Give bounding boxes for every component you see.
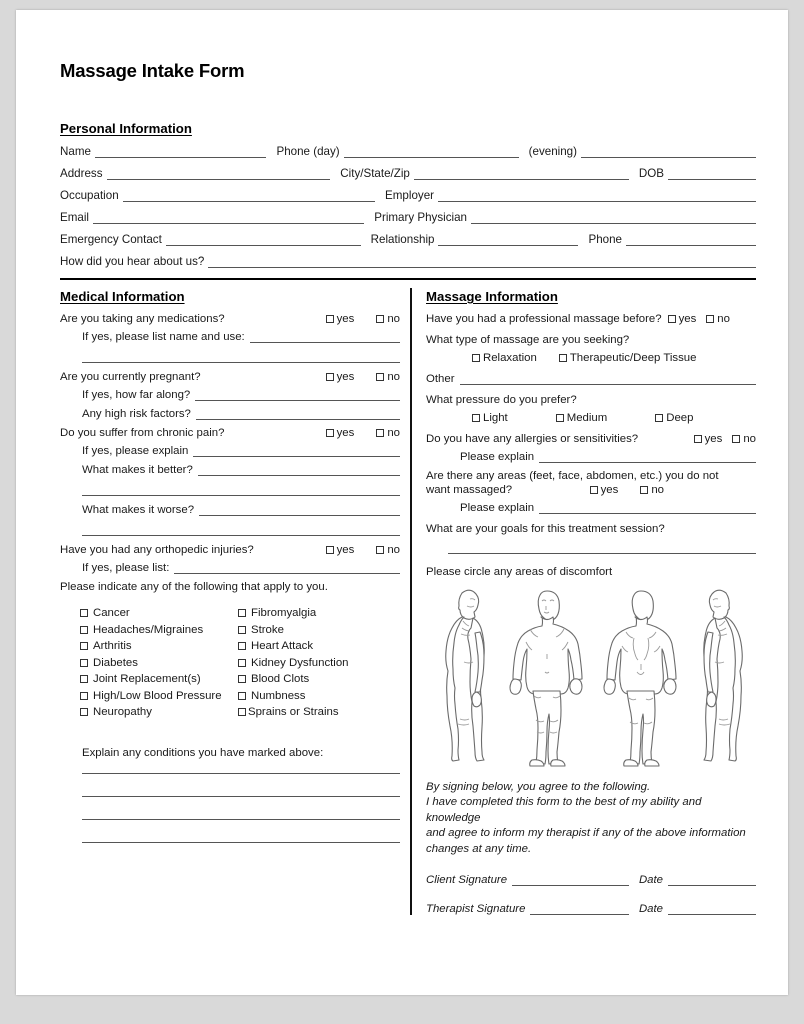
address-input[interactable] [107, 168, 331, 180]
condition-label: Stroke [251, 623, 284, 636]
checkbox-icon [80, 609, 88, 617]
personal-information-section [60, 120, 756, 280]
question-chronic-pain [60, 427, 400, 439]
primary-physician-input[interactable] [471, 212, 756, 224]
question-pregnant [60, 371, 400, 383]
chronic-pain-yes-checkbox[interactable] [326, 427, 355, 439]
agreement-text [426, 780, 756, 857]
goals-input-line[interactable] [448, 553, 756, 554]
form-page [16, 10, 788, 995]
phone-evening-input[interactable] [581, 146, 756, 158]
body-figure-back-icon[interactable] [598, 584, 684, 774]
orthopedic-yes-checkbox[interactable] [326, 544, 355, 556]
makes-better-input[interactable] [198, 464, 400, 476]
checkbox-icon [238, 659, 246, 667]
field-row-how-hear [60, 255, 756, 268]
massage-type-relaxation-checkbox[interactable] [472, 352, 537, 364]
agreement-line-2: I have completed this form to the best of my ability and knowledge [426, 796, 702, 824]
checkbox-icon [559, 354, 567, 362]
medications-no-checkbox[interactable] [376, 313, 400, 325]
page-title: Massage Intake Form [60, 60, 245, 81]
emergency-phone-input[interactable] [626, 234, 756, 246]
primary-physician-label: Primary Physician [374, 211, 467, 224]
makes-worse-label: What makes it worse? [82, 504, 195, 516]
name-label: Name [60, 145, 91, 158]
therapist-signature-row [426, 903, 756, 915]
avoid-areas-yes-checkbox[interactable] [590, 484, 619, 496]
avoid-areas-explain-row [426, 502, 756, 514]
condition-label: Fibromyalgia [251, 607, 317, 619]
condition-label: Diabetes [93, 656, 138, 669]
checkbox-icon [640, 486, 648, 494]
body-figure-front-icon[interactable] [504, 584, 590, 774]
explain-conditions-line-2[interactable] [82, 796, 400, 797]
field-row-name [60, 145, 756, 158]
massage-information-section [424, 288, 756, 915]
personal-information-heading: Personal Information [60, 121, 192, 136]
address-label: Address [60, 167, 103, 180]
emergency-phone-label: Phone [588, 233, 622, 246]
pregnant-label: Are you currently pregnant? [60, 371, 201, 383]
pregnant-no-label: no [387, 371, 400, 383]
makes-better-input-line2[interactable] [82, 483, 400, 496]
email-input[interactable] [93, 212, 364, 224]
dob-label: DOB [638, 167, 664, 180]
condition-fibromyalgia[interactable] [238, 607, 349, 619]
checkbox-icon [376, 373, 384, 381]
orthopedic-yes-label: yes [336, 544, 355, 556]
pregnant-how-far-row [60, 389, 400, 401]
medical-information-heading: Medical Information [60, 289, 185, 304]
explain-conditions-line-4[interactable] [82, 842, 400, 843]
relationship-label: Relationship [370, 233, 435, 246]
diagram-instruction: Please circle any areas of discomfort [426, 566, 613, 578]
allergies-yes-checkbox[interactable] [694, 433, 723, 445]
pregnant-no-checkbox[interactable] [376, 371, 400, 383]
how-hear-input[interactable] [208, 256, 756, 268]
relationship-input[interactable] [438, 234, 578, 246]
massage-type-option-label: Therapeutic/Deep Tissue [569, 352, 697, 364]
checkbox-icon [472, 354, 480, 362]
massage-information-heading: Massage Information [426, 289, 558, 304]
client-signature-label: Client Signature [426, 873, 508, 886]
client-date-label: Date [638, 873, 663, 886]
condition-label: Neuropathy [93, 706, 152, 718]
orthopedic-list-row [60, 562, 400, 574]
medications-list-label: If yes, please list name and use: [82, 331, 245, 343]
dob-input[interactable] [668, 168, 756, 180]
checkbox-icon [238, 675, 246, 683]
field-row-address [60, 167, 756, 180]
checkbox-icon [238, 609, 246, 617]
massage-type-option-label: Relaxation [483, 352, 537, 364]
previous-massage-no-checkbox[interactable] [706, 313, 730, 325]
therapist-signature-label: Therapist Signature [426, 902, 526, 915]
orthopedic-list-input[interactable] [174, 562, 400, 574]
checkbox-icon [326, 373, 334, 381]
checkbox-icon [376, 546, 384, 554]
question-orthopedic [60, 544, 400, 556]
makes-worse-input[interactable] [199, 504, 400, 516]
agreement-line-1: By signing below, you agree to the following. [426, 781, 651, 793]
client-signature-row [426, 874, 756, 886]
condition-cancer[interactable] [80, 607, 238, 619]
massage-type-other-row [426, 373, 756, 385]
allergies-no-label: no [743, 433, 756, 445]
makes-worse-row [60, 504, 400, 516]
medical-information-section [60, 288, 410, 915]
checkbox-icon [238, 708, 246, 716]
condition-sprains-or-strains[interactable] [238, 706, 349, 718]
allergies-explain-input[interactable] [539, 451, 756, 463]
city-state-zip-input[interactable] [414, 168, 629, 180]
explain-conditions-line-1[interactable] [82, 773, 400, 774]
high-risk-factors-input[interactable] [196, 408, 400, 420]
body-figure-side-left-icon[interactable] [440, 584, 496, 774]
checkbox-icon [376, 315, 384, 323]
medications-yes-label: yes [336, 313, 355, 325]
conditions-checklist [60, 607, 400, 723]
body-figure-side-right-icon[interactable] [692, 584, 748, 774]
pressure-option-label: Medium [566, 412, 608, 424]
medications-list-input-line2[interactable] [82, 350, 400, 363]
condition-label: Headaches/Migraines [93, 623, 204, 636]
form-content [60, 60, 756, 987]
medications-list-input[interactable] [250, 331, 400, 343]
allergies-label: Do you have any allergies or sensitivities? [426, 433, 639, 445]
pressure-light-checkbox[interactable] [472, 412, 508, 424]
city-state-zip-label: City/State/Zip [340, 167, 410, 180]
checkbox-icon [556, 414, 564, 422]
condition-high-low-blood-pressure[interactable] [80, 690, 238, 702]
condition-kidney-dysfunction[interactable] [238, 657, 349, 669]
orthopedic-no-checkbox[interactable] [376, 544, 400, 556]
chronic-pain-yes-label: yes [336, 427, 355, 439]
condition-label: Sprains or Strains [248, 706, 339, 718]
conditions-column-1 [80, 607, 238, 723]
chronic-pain-explain-label: If yes, please explain [82, 445, 189, 457]
condition-label: High/Low Blood Pressure [93, 689, 222, 702]
checkbox-icon [238, 642, 246, 650]
medications-label: Are you taking any medications? [60, 313, 225, 325]
pressure-question: What pressure do you prefer? [426, 394, 577, 406]
pregnant-yes-checkbox[interactable] [326, 371, 355, 383]
checkbox-icon [655, 414, 663, 422]
high-risk-factors-label: Any high risk factors? [82, 408, 191, 420]
condition-heart-attack[interactable] [238, 640, 349, 652]
agreement-line-4: changes at any time. [426, 842, 532, 855]
therapist-date-label: Date [638, 902, 663, 915]
checkbox-icon [80, 692, 88, 700]
condition-arthritis[interactable] [80, 640, 238, 652]
condition-headaches-migraines[interactable] [80, 624, 238, 636]
condition-label: Arthritis [93, 640, 132, 652]
medications-list-row [60, 331, 400, 343]
previous-massage-label: Have you had a professional massage before? [426, 313, 662, 325]
avoid-areas-explain-input[interactable] [539, 502, 756, 514]
chronic-pain-label: Do you suffer from chronic pain? [60, 427, 225, 439]
previous-massage-yes-label: yes [678, 313, 697, 325]
massage-type-question: What type of massage are you seeking? [426, 334, 630, 346]
how-hear-label: How did you hear about us? [60, 255, 205, 268]
high-risk-factors-row [60, 408, 400, 420]
section-divider-horizontal [60, 278, 756, 280]
orthopedic-no-label: no [387, 544, 400, 556]
massage-type-other-label: Other [426, 373, 455, 385]
allergies-no-checkbox[interactable] [732, 433, 756, 445]
checkbox-icon [472, 414, 480, 422]
occupation-input[interactable] [123, 190, 375, 202]
avoid-areas-question-line2: want massaged? [426, 484, 513, 496]
client-signature-input[interactable] [512, 874, 629, 886]
condition-diabetes[interactable] [80, 657, 238, 669]
phone-day-label: Phone (day) [276, 145, 340, 158]
pressure-deep-checkbox[interactable] [655, 412, 693, 424]
chronic-pain-no-checkbox[interactable] [376, 427, 400, 439]
condition-stroke[interactable] [238, 624, 349, 636]
checkbox-icon [732, 435, 740, 443]
chronic-pain-explain-row [60, 445, 400, 457]
medications-no-label: no [387, 313, 400, 325]
massage-type-options [426, 352, 756, 364]
field-row-email [60, 211, 756, 224]
conditions-column-2 [238, 607, 349, 723]
previous-massage-yes-checkbox[interactable] [668, 313, 697, 325]
employer-input[interactable] [438, 190, 756, 202]
therapist-date-input[interactable] [668, 903, 756, 915]
field-row-emergency-contact [60, 233, 756, 246]
email-label: Email [60, 211, 89, 224]
pressure-option-label: Deep [666, 412, 694, 424]
avoid-areas-explain-label: Please explain [460, 502, 535, 514]
avoid-areas-yes-label: yes [600, 484, 619, 496]
massage-type-other-input[interactable] [460, 373, 757, 385]
condition-label: Joint Replacement(s) [93, 673, 201, 685]
avoid-areas-question-line1: Are there any areas (feet, face, abdomen, etc.) you do not [426, 470, 719, 482]
orthopedic-list-label: If yes, please list: [82, 562, 170, 574]
condition-neuropathy[interactable] [80, 706, 238, 718]
two-column-body [60, 288, 756, 915]
phone-day-input[interactable] [344, 146, 519, 158]
field-row-occupation [60, 189, 756, 202]
condition-blood-clots[interactable] [238, 673, 349, 685]
condition-numbness[interactable] [238, 690, 349, 702]
chronic-pain-explain-input[interactable] [193, 445, 400, 457]
agreement-line-3: and agree to inform my therapist if any of the above information [426, 827, 746, 840]
checkbox-icon [80, 675, 88, 683]
employer-label: Employer [385, 189, 434, 202]
checkbox-icon [80, 626, 88, 634]
question-previous-massage [426, 313, 756, 325]
checkbox-icon [80, 642, 88, 650]
column-divider [410, 288, 412, 915]
occupation-label: Occupation [60, 189, 119, 202]
previous-massage-no-label: no [717, 313, 730, 325]
condition-label: Cancer [93, 607, 130, 619]
allergies-explain-row [426, 451, 756, 463]
checkbox-icon [376, 429, 384, 437]
checkbox-icon [326, 546, 334, 554]
pressure-medium-checkbox[interactable] [556, 412, 608, 424]
avoid-areas-no-label: no [651, 484, 664, 496]
emergency-contact-input[interactable] [166, 234, 361, 246]
checkbox-icon [326, 429, 334, 437]
checkbox-icon [238, 626, 246, 634]
allergies-explain-label: Please explain [460, 451, 535, 463]
checkbox-icon [590, 486, 598, 494]
massage-type-therapeutic-checkbox[interactable] [559, 352, 697, 364]
avoid-areas-question-line2-row [426, 484, 756, 496]
question-medications [60, 313, 400, 325]
condition-label: Kidney Dysfunction [251, 656, 349, 669]
checkbox-icon [80, 708, 88, 716]
makes-better-row [60, 464, 400, 476]
pressure-options [426, 412, 756, 424]
conditions-intro: Please indicate any of the following that apply to you. [60, 581, 328, 593]
condition-joint-replacements[interactable] [80, 673, 238, 685]
client-date-input[interactable] [668, 874, 756, 886]
orthopedic-label: Have you had any orthopedic injuries? [60, 544, 254, 556]
therapist-signature-input[interactable] [530, 903, 629, 915]
goals-question: What are your goals for this treatment session? [426, 523, 665, 535]
checkbox-icon [80, 659, 88, 667]
condition-label: Heart Attack [251, 640, 314, 652]
condition-label: Blood Clots [251, 673, 310, 685]
allergies-yes-label: yes [704, 433, 723, 445]
pregnant-how-far-input[interactable] [195, 389, 400, 401]
phone-evening-label: (evening) [528, 145, 577, 158]
avoid-areas-no-checkbox[interactable] [640, 484, 664, 496]
emergency-contact-label: Emergency Contact [60, 233, 162, 246]
question-allergies [426, 433, 756, 445]
pregnant-how-far-label: If yes, how far along? [82, 389, 191, 401]
checkbox-icon [668, 315, 676, 323]
checkbox-icon [238, 692, 246, 700]
explain-conditions-label: Explain any conditions you have marked above: [82, 746, 324, 759]
makes-worse-input-line2[interactable] [82, 523, 400, 536]
checkbox-icon [694, 435, 702, 443]
pressure-option-label: Light [483, 412, 508, 424]
chronic-pain-no-label: no [387, 427, 400, 439]
checkbox-icon [326, 315, 334, 323]
name-input[interactable] [95, 146, 267, 158]
body-diagram[interactable] [426, 584, 756, 774]
medications-yes-checkbox[interactable] [326, 313, 355, 325]
pregnant-yes-label: yes [336, 371, 355, 383]
checkbox-icon [706, 315, 714, 323]
makes-better-label: What makes it better? [82, 464, 193, 476]
explain-conditions-line-3[interactable] [82, 819, 400, 820]
condition-label: Numbness [251, 689, 306, 702]
